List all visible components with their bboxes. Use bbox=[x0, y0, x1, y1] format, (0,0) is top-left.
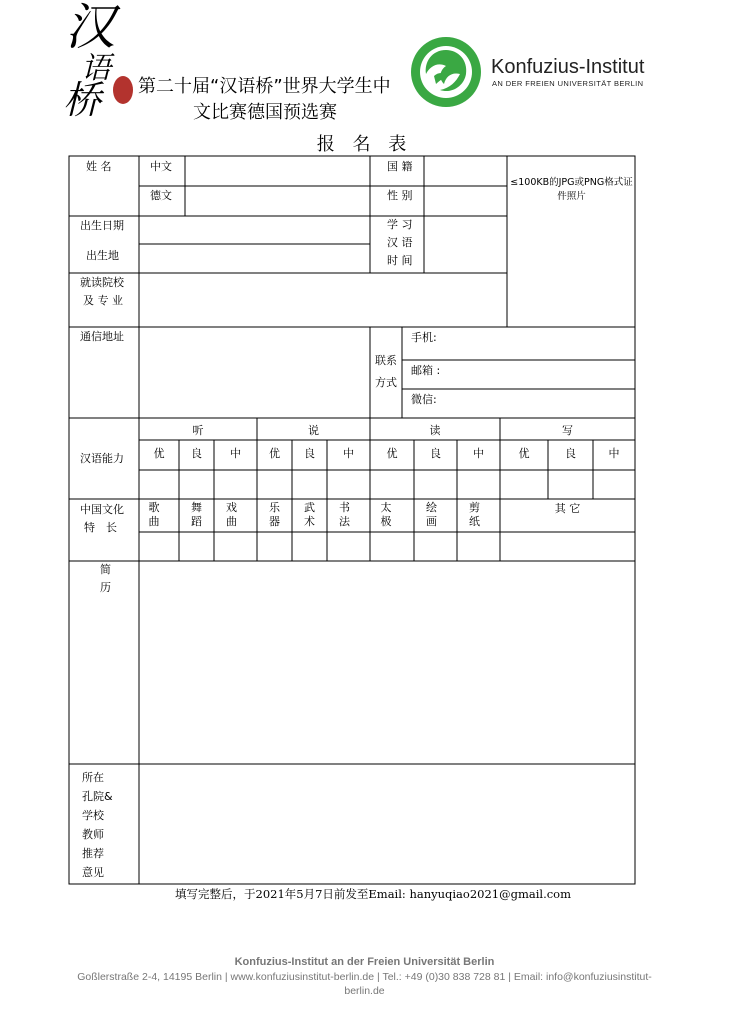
study-duration-field[interactable] bbox=[425, 217, 506, 272]
label-wechat[interactable]: 微信: bbox=[411, 393, 437, 406]
culture-item-song: 歌 曲 bbox=[148, 501, 160, 528]
logo-char-3: 桥 bbox=[63, 78, 102, 122]
photo-instruction-line1: ≤100KB的JPG或PNG格式证 bbox=[510, 177, 633, 188]
label-write: 写 bbox=[562, 424, 573, 437]
label-address: 通信地址 bbox=[80, 330, 124, 343]
logo-char-2: 语 bbox=[81, 51, 111, 86]
grade-good: 良 bbox=[565, 447, 576, 460]
label-contact-2: 方式 bbox=[375, 376, 397, 389]
label-resume-1: 简 bbox=[100, 563, 111, 576]
title-line-2: 文比赛德国预选赛 bbox=[193, 102, 337, 123]
grade-excellent: 优 bbox=[386, 447, 398, 460]
label-chinese: 中文 bbox=[150, 160, 172, 173]
grade-excellent: 优 bbox=[518, 447, 530, 460]
label-listen: 听 bbox=[192, 424, 204, 437]
culture-item-papercut: 剪 纸 bbox=[469, 501, 480, 528]
label-culture-1: 中国文化 bbox=[80, 503, 124, 516]
label-read: 读 bbox=[429, 424, 441, 437]
label-recommendation: 所在 孔院& 学校 教师 推荐 意见 bbox=[82, 771, 113, 879]
recommendation-field[interactable] bbox=[140, 765, 634, 883]
gender-field[interactable] bbox=[425, 187, 506, 215]
nationality-field[interactable] bbox=[425, 157, 506, 185]
culture-item-calligraphy: 书 法 bbox=[339, 501, 350, 528]
grade-good: 良 bbox=[191, 447, 202, 460]
grade-good: 良 bbox=[304, 447, 315, 460]
grade-excellent: 优 bbox=[269, 447, 280, 460]
resume-field[interactable] bbox=[140, 562, 634, 763]
culture-item-painting: 绘 画 bbox=[426, 501, 437, 528]
label-school-2: 及 专 业 bbox=[83, 294, 123, 307]
address-field[interactable] bbox=[140, 328, 369, 417]
grade-fair: 中 bbox=[473, 447, 484, 460]
photo-box[interactable] bbox=[508, 176, 635, 204]
label-german: 德文 bbox=[150, 189, 172, 202]
label-school-1: 就读院校 bbox=[80, 276, 124, 289]
culture-item-martial-arts: 武 术 bbox=[304, 501, 315, 528]
grade-fair: 中 bbox=[608, 447, 620, 460]
birthdate-field[interactable] bbox=[140, 217, 369, 243]
grade-fair: 中 bbox=[343, 447, 354, 460]
culture-item-other: 其 它 bbox=[554, 502, 581, 515]
culture-item-taiji: 太 极 bbox=[380, 501, 392, 528]
label-speak: 说 bbox=[308, 424, 319, 437]
label-study-1: 学 习 bbox=[387, 218, 413, 231]
label-ability: 汉语能力 bbox=[80, 452, 124, 465]
birthplace-field[interactable] bbox=[140, 245, 369, 272]
label-nationality: 国 籍 bbox=[387, 160, 413, 173]
label-mobile[interactable]: 手机: bbox=[411, 331, 437, 344]
photo-instruction-line2: 件照片 bbox=[557, 191, 586, 202]
institute-name: Konfuzius-Institut bbox=[491, 56, 645, 78]
footer-organization: Konfuzius-Institut an der Freien Universität Berlin bbox=[234, 956, 495, 968]
footer-address: Goßlerstraße 2-4, 14195 Berlin | www.konfuziusinstitut-berlin.de | Tel.: +49 (0)30 838 728 81 | Email: info@konfuziusinstitut-berlin.de bbox=[77, 971, 652, 997]
label-email[interactable]: 邮箱 : bbox=[411, 364, 441, 377]
culture-item-instrument: 乐 器 bbox=[269, 501, 280, 528]
submission-note: 填写完整后，于2021年5月7日前发至Email: hanyuqiao2021@gmail.com bbox=[175, 887, 572, 901]
label-birthplace: 出生地 bbox=[86, 249, 119, 262]
chinese-name-field[interactable] bbox=[186, 157, 369, 185]
label-culture-2: 特 长 bbox=[84, 521, 117, 534]
label-study-2: 汉 语 bbox=[387, 236, 413, 249]
title-line-1: 第二十届“汉语桥”世界大学生中 bbox=[138, 76, 391, 97]
grade-good: 良 bbox=[430, 447, 441, 460]
culture-item-opera: 戏 曲 bbox=[226, 501, 237, 528]
institute-subtitle: AN DER FREIEN UNIVERSITÄT BERLIN bbox=[492, 79, 644, 88]
culture-item-dance: 舞 蹈 bbox=[191, 501, 202, 528]
logo-char-1: 汉 bbox=[65, 0, 115, 56]
label-study-3: 时 间 bbox=[387, 254, 413, 267]
german-name-field[interactable] bbox=[186, 187, 369, 215]
form-title: 报 名 表 bbox=[316, 134, 413, 155]
grade-fair: 中 bbox=[230, 447, 241, 460]
label-name: 姓 名 bbox=[86, 160, 112, 173]
label-contact-1: 联系 bbox=[375, 354, 397, 367]
grade-excellent: 优 bbox=[153, 447, 165, 460]
label-gender: 性 别 bbox=[387, 189, 413, 202]
school-major-field[interactable] bbox=[140, 274, 506, 326]
label-birthdate: 出生日期 bbox=[80, 219, 124, 232]
label-resume-2: 历 bbox=[100, 581, 111, 594]
